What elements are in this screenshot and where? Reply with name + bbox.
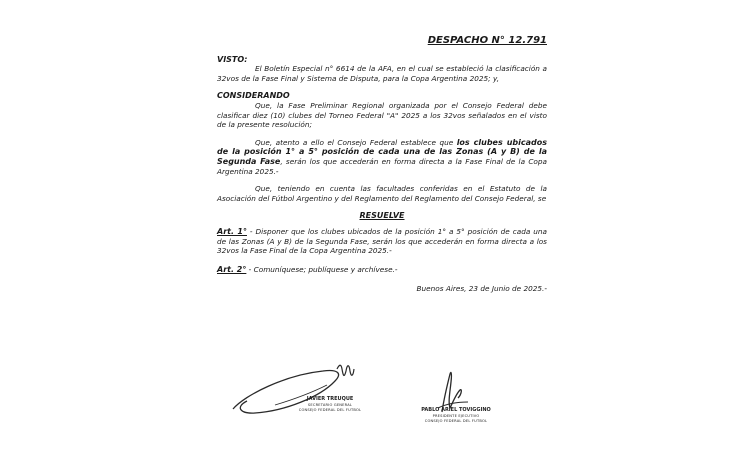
paragraph-2-bold: los clubes ubicados de la posición 1° a 5° posición de cada una de las Zonas (A y B) de la Segunda Fase [217, 137, 547, 166]
considerando-paragraph-2 [217, 138, 547, 176]
article-1-text: - Disponer que los clubes ubicados de la posición 1° a 5° posición de cada una de las Zonas (A y B) de la Segunda Fase, serán los que accederán en forma directa a los 32vos la Fase Final de la Copa Argentina 2025.- [217, 226, 547, 256]
signer-2-org: CONSEJO FEDERAL DEL FUTBOL [424, 419, 488, 424]
considerando-heading: CONSIDERANDO [217, 91, 290, 101]
signature-block-2 [398, 368, 508, 438]
article-1-label: Art. 1° [217, 226, 247, 236]
signer-1-org: CONSEJO FEDERAL DEL FUTBOL [298, 408, 362, 413]
signer-1-role: SECRETARIO GENERAL [307, 402, 353, 407]
visto-paragraph: El Boletín Especial n° 6614 de la AFA, en el cual se estableció la clasificación a 32vos de la Fase Final y Sistema de Disputa, para la Copa Argentina 2025; y, [217, 64, 547, 83]
signer-2-role: PRESIDENTE EJECUTIVO [432, 413, 480, 418]
article-1 [217, 227, 547, 256]
signer-2-name: PABLO ARIEL TOVIGGINO [421, 407, 491, 413]
dateline: Buenos Aires, 23 de Junio de 2025.- [416, 284, 547, 294]
visto-heading: VISTO: [217, 54, 248, 64]
document-title: DESPACHO N° 12.791 [427, 35, 547, 46]
signer-1-name: JAVIER TREUQUE [306, 396, 354, 402]
considerando-paragraph-3: Que, teniendo en cuenta las facultades conferidas en el Estatuto de la Asociación del Fútbol Argentino y del Reglamento del Reglamento del Consejo Federal, se [217, 184, 547, 203]
paragraph-2-end: , serán los que accederán en forma directa a la Fase Final de la Copa Argentina 2025.- [217, 156, 547, 176]
handwritten-signature-1 [215, 355, 385, 425]
signature-block-1 [215, 355, 385, 425]
article-2-label: Art. 2° [217, 264, 247, 274]
resuelve-heading: RESUELVE [359, 211, 405, 221]
article-2 [217, 265, 547, 275]
handwritten-signature-2 [398, 368, 508, 438]
article-2-text: - Comuníquese; publíquese y archívese.- [246, 264, 398, 274]
signature-caption-1 [285, 397, 375, 414]
signature-caption-2 [416, 408, 496, 425]
considerando-paragraph-1: Que, la Fase Preliminar Regional organizada por el Consejo Federal debe clasificar diez (10) clubes del Torneo Federal "A" 2025 a los 32vos señalados en el visto de la presente resolución; [217, 100, 547, 130]
paragraph-2-start: Que, atento a ello el Consejo Federal establece que [255, 137, 457, 147]
despacho-document [217, 36, 547, 294]
